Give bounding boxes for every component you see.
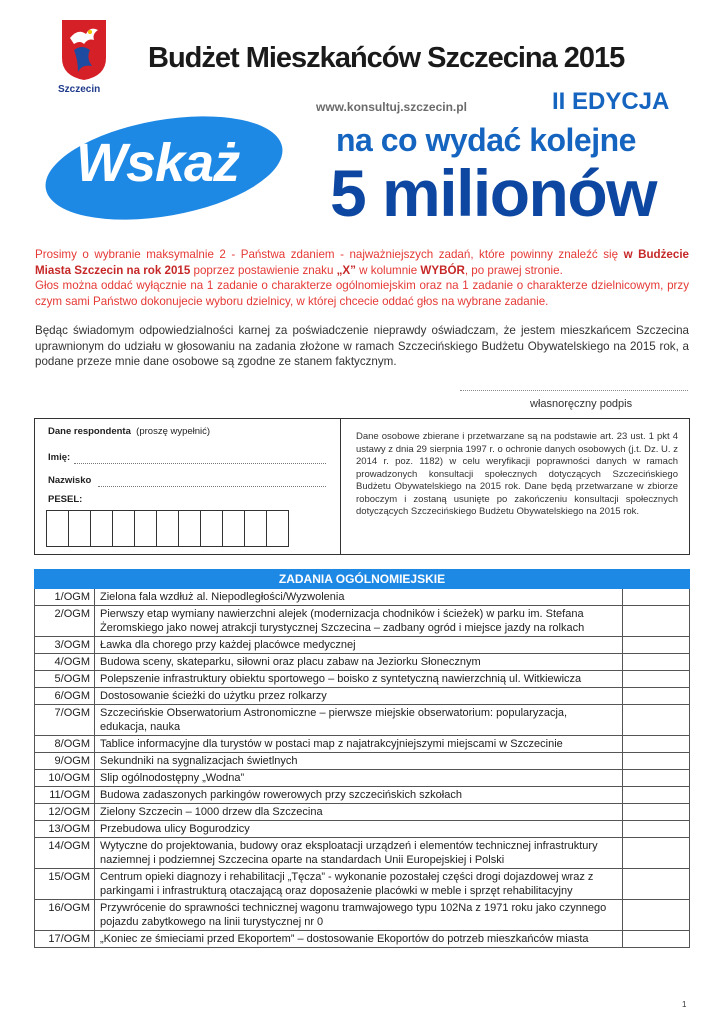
name-field[interactable] <box>74 462 326 464</box>
task-description: Slip ogólnodostępny „Wodna” <box>95 770 623 787</box>
task-number: 14/OGM <box>35 838 95 869</box>
task-description: Dostosowanie ścieżki do użytku przez rolkarzy <box>95 688 623 705</box>
signature-line[interactable] <box>460 390 688 391</box>
task-description: Sekundniki na sygnalizacjach świetlnych <box>95 753 623 770</box>
website-link[interactable]: www.konsultuj.szczecin.pl <box>316 100 467 114</box>
table-header: ZADANIA OGÓLNOMIEJSKIE <box>35 570 690 589</box>
pesel-digit-box[interactable] <box>200 510 223 547</box>
vote-checkbox-cell[interactable] <box>623 637 690 654</box>
table-row <box>35 787 690 804</box>
pesel-digit-box[interactable] <box>156 510 179 547</box>
pesel-digit-box[interactable] <box>134 510 157 547</box>
pesel-digit-box[interactable] <box>266 510 289 547</box>
table-row <box>35 753 690 770</box>
table-row <box>35 589 690 606</box>
task-number: 5/OGM <box>35 671 95 688</box>
pesel-label: PESEL: <box>48 494 83 505</box>
table-row <box>35 654 690 671</box>
instructions-p2: Głos można oddać wyłącznie na 1 zadanie o charakterze ogólnomiejskim oraz na 1 zadanie o charakterze dzielnicowym, przy czym sami Państwo dokonujecie wyboru dzielnicy, w której chcecie oddać głos na wybrane zadanie. <box>35 279 689 308</box>
respondent-divider <box>340 418 341 555</box>
table-row <box>35 637 690 654</box>
task-description: Polepszenie infrastruktury obiektu sportowego – boisko z syntetyczną nawierzchnią ul. Witkiewicza <box>95 671 623 688</box>
task-description: Tablice informacyjne dla turystów w postaci map z najatrakcyjniejszymi miejscami w Szczecinie <box>95 736 623 753</box>
pesel-digit-box[interactable] <box>244 510 267 547</box>
pesel-digit-box[interactable] <box>90 510 113 547</box>
logo-city-label: Szczecin <box>58 84 101 95</box>
task-number: 6/OGM <box>35 688 95 705</box>
privacy-notice: Dane osobowe zbierane i przetwarzane są na podstawie art. 23 ust. 1 pkt 4 ustawy z dnia 29 sierpnia 1997 r. o ochronie danych osobowych (j.t. Dz. U. z 2014 r. poz. 1182) w celu weryfikacji poprawności danych w ramach prowadzonych konsultacji społecznych dotyczących Szczecińskiego Budżetu Obywatelskiego na 2015 rok. Dane będą przetwarzane w zbiorze roboczym i zostaną usunięte po zakończeniu konsultacji społecznych dotyczących Szczecińskiego Budżetu Obywatelskiego na 2015 rok. <box>356 431 678 517</box>
task-description: Zielona fala wzdłuż al. Niepodległości/Wyzwolenia <box>95 589 623 606</box>
pesel-digit-box[interactable] <box>68 510 91 547</box>
pesel-field[interactable] <box>46 510 288 547</box>
task-description: Centrum opieki diagnozy i rehabilitacji „Tęcza” - wykonanie pozostałej części drogi dojazdowej wraz z parkingami i infrastrukturą otaczającą oraz doposażenie placówki w meble i sprzęt rehabilitacyjny <box>95 869 623 900</box>
table-row <box>35 606 690 637</box>
task-description: Wytyczne do projektowania, budowy oraz eksploatacji urządzeń i elementów technicznej infrastruktury naziemnej i podziemnej Szczecina oparte na standardach Unii Europejskiej i Polski <box>95 838 623 869</box>
vote-checkbox-cell[interactable] <box>623 589 690 606</box>
task-description: „Koniec ze śmieciami przed Ekoportem” – dostosowanie Ekoportów do potrzeb mieszkańców miasta <box>95 931 623 948</box>
page-title: Budżet Mieszkańców Szczecina 2015 <box>148 42 625 74</box>
respondent-title: Dane respondenta (proszę wypełnić) <box>48 426 211 437</box>
vote-checkbox-cell[interactable] <box>623 931 690 948</box>
vote-checkbox-cell[interactable] <box>623 606 690 637</box>
table-row <box>35 804 690 821</box>
table-row <box>35 705 690 736</box>
vote-checkbox-cell[interactable] <box>623 705 690 736</box>
vote-checkbox-cell[interactable] <box>623 838 690 869</box>
edition-label: II EDYCJA <box>552 88 670 115</box>
oval-word: Wskaż <box>76 133 240 193</box>
task-number: 16/OGM <box>35 900 95 931</box>
table-row <box>35 900 690 931</box>
table-header-row <box>35 570 690 589</box>
vote-checkbox-cell[interactable] <box>623 753 690 770</box>
vote-checkbox-cell[interactable] <box>623 869 690 900</box>
task-number: 4/OGM <box>35 654 95 671</box>
vote-checkbox-cell[interactable] <box>623 900 690 931</box>
pesel-digit-box[interactable] <box>222 510 245 547</box>
table-row <box>35 869 690 900</box>
task-description: Szczecińskie Obserwatorium Astronomiczne – pierwsze miejskie obserwatorium: popularyzacja, edukacja, nauka <box>95 705 623 736</box>
vote-checkbox-cell[interactable] <box>623 804 690 821</box>
task-number: 13/OGM <box>35 821 95 838</box>
task-description: Przebudowa ulicy Bogurodzicy <box>95 821 623 838</box>
task-number: 7/OGM <box>35 705 95 736</box>
vote-checkbox-cell[interactable] <box>623 787 690 804</box>
szczecin-logo-icon <box>60 18 108 82</box>
task-number: 10/OGM <box>35 770 95 787</box>
vote-checkbox-cell[interactable] <box>623 688 690 705</box>
table-row <box>35 770 690 787</box>
vote-checkbox-cell[interactable] <box>623 821 690 838</box>
task-description: Ławka dla chorego przy każdej placówce medycznej <box>95 637 623 654</box>
task-number: 15/OGM <box>35 869 95 900</box>
tasks-table <box>34 569 690 948</box>
task-description: Przywrócenie do sprawności technicznej wagonu tramwajowego typu 102Na z 1971 roku jako czynnego pojazdu zabytkowego na linii turystycznej nr 0 <box>95 900 623 931</box>
name-label: Imię: <box>48 452 71 463</box>
task-description: Pierwszy etap wymiany nawierzchni alejek (modernizacja chodników i ścieżek) w parku im. Stefana Żeromskiego jako nowej atrakcji turystycznej Szczecina – zadbany ogród i miejsce jazdy na rolkach <box>95 606 623 637</box>
pesel-digit-box[interactable] <box>46 510 69 547</box>
table-row <box>35 688 690 705</box>
pesel-digit-box[interactable] <box>112 510 135 547</box>
vote-checkbox-cell[interactable] <box>623 671 690 688</box>
declaration-text: Będąc świadomym odpowiedzialności karnej za poświadczenie nieprawdy oświadczam, że jestem mieszkańcem Szczecina uprawnionym do udziału w głosowaniu na zadania złożone w ramach Szczecińskiego Budżetu Obywatelskiego na 2015 rok, a podane przeze mnie dane osobowe są zgodne ze stanem faktycznym. <box>35 324 689 368</box>
page-number: 1 <box>682 1000 687 1009</box>
task-number: 12/OGM <box>35 804 95 821</box>
task-number: 1/OGM <box>35 589 95 606</box>
vote-checkbox-cell[interactable] <box>623 736 690 753</box>
signature-label: własnoręczny podpis <box>530 398 633 410</box>
table-row <box>35 671 690 688</box>
task-number: 3/OGM <box>35 637 95 654</box>
task-number: 11/OGM <box>35 787 95 804</box>
task-number: 9/OGM <box>35 753 95 770</box>
task-description: Zielony Szczecin – 1000 drzew dla Szczecina <box>95 804 623 821</box>
task-description: Budowa sceny, skateparku, siłowni oraz placu zabaw na Jeziorku Słonecznym <box>95 654 623 671</box>
vote-checkbox-cell[interactable] <box>623 770 690 787</box>
table-row <box>35 931 690 948</box>
instructions: Prosimy o wybranie maksymalnie 2 - Państwa zdaniem - najważniejszych zadań, które powinny znaleźć się w Budżecie Miasta Szczecin na rok 2015 poprzez postawienie znaku „X” w kolumnie WYBÓR, po prawej stronie. Głos można oddać wyłącznie na 1 zadanie o charakterze ogólnomiejskim oraz na 1 zadanie o charakterze dzielnicowym, przy czym sami Państwo dokonujecie wyboru dzielnicy, w której chcecie oddać głos na wybrane zadanie. <box>35 248 689 308</box>
task-number: 8/OGM <box>35 736 95 753</box>
task-number: 2/OGM <box>35 606 95 637</box>
pesel-digit-box[interactable] <box>178 510 201 547</box>
vote-checkbox-cell[interactable] <box>623 654 690 671</box>
table-row <box>35 821 690 838</box>
table-row <box>35 736 690 753</box>
surname-label: Nazwisko <box>48 475 92 486</box>
surname-field[interactable] <box>98 485 326 487</box>
table-row <box>35 838 690 869</box>
task-description: Budowa zadaszonych parkingów rowerowych przy szczecińskich szkołach <box>95 787 623 804</box>
task-number: 17/OGM <box>35 931 95 948</box>
subtitle-line2: 5 milionów <box>330 156 657 230</box>
subtitle-line1: na co wydać kolejne <box>336 122 636 158</box>
